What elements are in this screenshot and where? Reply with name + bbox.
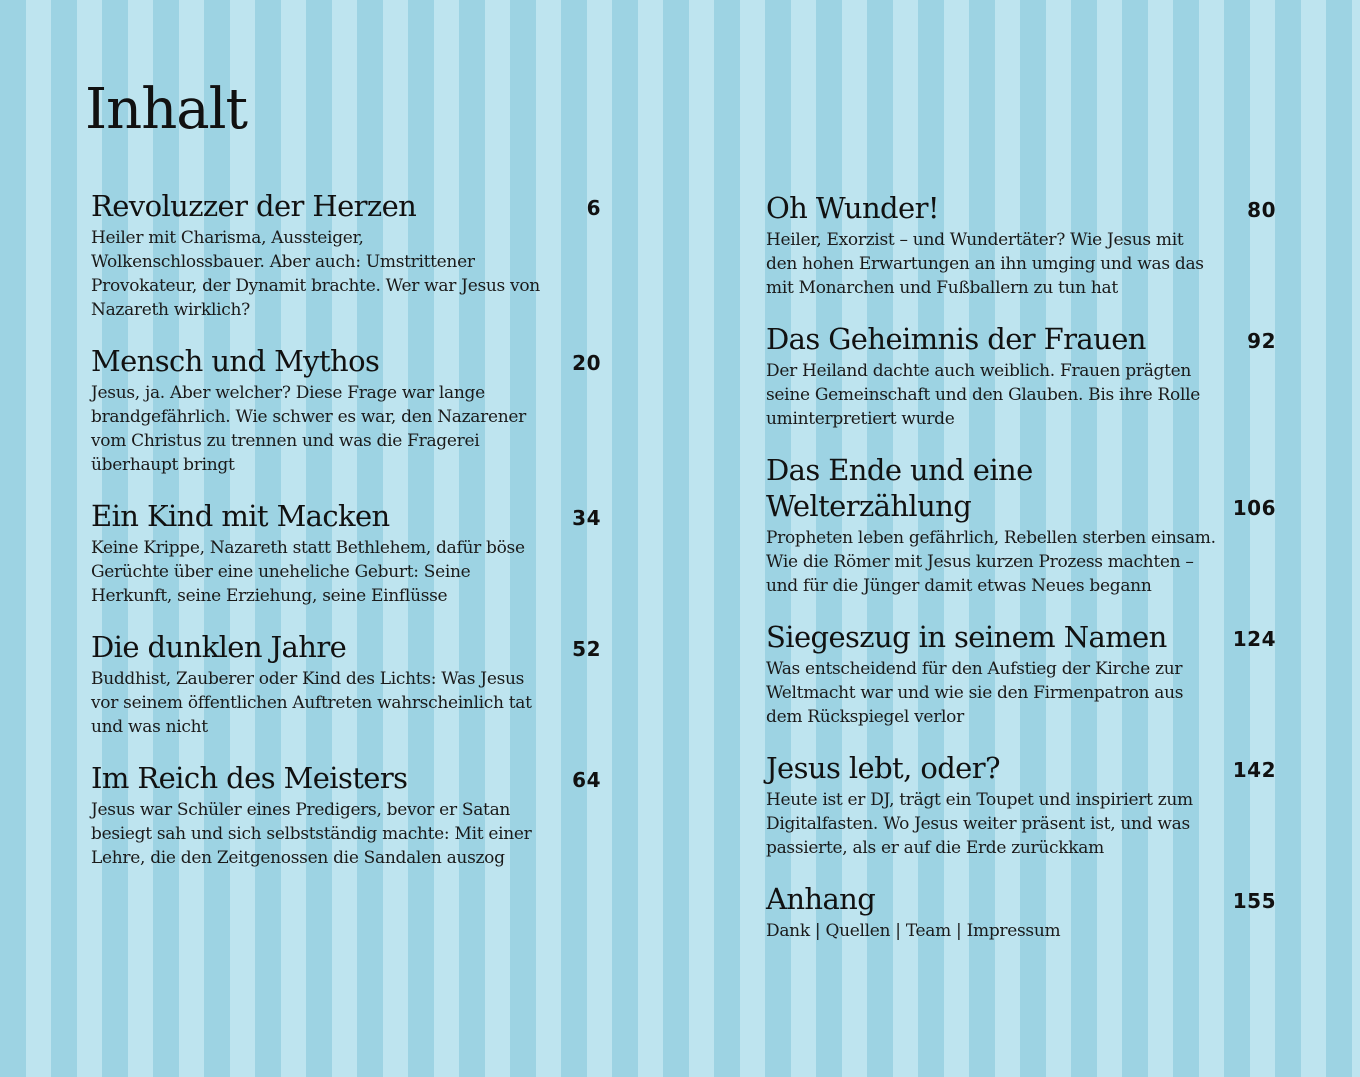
toc-entry-page-number: 155 (1232, 889, 1276, 913)
toc-entry[interactable] (766, 750, 1276, 860)
toc-entry[interactable] (766, 881, 1276, 943)
toc-entry-title: Im Reich des Meisters (91, 761, 408, 795)
toc-entry-title: Das Geheimnis der Frauen (766, 322, 1146, 356)
toc-entry-title: Das Ende und eine Welterzählung (766, 453, 1033, 523)
toc-entry-description: Jesus war Schüler eines Predigers, bevor er Satan besiegt sah und sich selbstständig machte: Mit einer Lehre, die den Zeitgenossen die Sandalen auszog (91, 800, 532, 868)
toc-entry[interactable] (766, 452, 1276, 598)
toc-entry-page-number: 34 (572, 506, 601, 530)
toc-entry[interactable] (91, 760, 601, 870)
toc-entry-page-number: 52 (572, 637, 601, 661)
page-title: Inhalt (85, 77, 248, 142)
toc-entry-page-number: 124 (1232, 627, 1276, 651)
toc-entry[interactable] (766, 190, 1276, 300)
toc-entry-description: Propheten leben gefährlich, Rebellen sterben einsam. Wie die Römer mit Jesus kurzen Prozess machten – und für die Jünger damit etwas Neues begann (766, 528, 1216, 596)
toc-entry[interactable] (91, 188, 601, 322)
toc-entry-page-number: 92 (1247, 329, 1276, 353)
toc-entry[interactable] (766, 619, 1276, 729)
toc-entry-description: Keine Krippe, Nazareth statt Bethlehem, dafür böse Gerüchte über eine uneheliche Geburt: Seine Herkunft, seine Erziehung, seine Einflüsse (91, 538, 525, 606)
toc-entry-title: Revoluzzer der Herzen (91, 189, 417, 223)
toc-entry-page-number: 6 (586, 196, 601, 220)
toc-right-column (766, 190, 1276, 964)
toc-entry-description: Jesus, ja. Aber welcher? Diese Frage war lange brandgefährlich. Wie schwer es war, den Nazarener vom Christus zu trennen und was die Fragerei überhaupt bringt (91, 383, 526, 475)
toc-entry[interactable] (91, 498, 601, 608)
toc-entry-page-number: 142 (1232, 758, 1276, 782)
toc-entry-description: Heiler mit Charisma, Aussteiger, Wolkenschlossbauer. Aber auch: Umstrittener Provokateur, der Dynamit brachte. Wer war Jesus von Nazareth wirklich? (91, 228, 540, 320)
toc-entry-title: Oh Wunder! (766, 191, 939, 225)
toc-entry[interactable] (91, 343, 601, 477)
toc-entry-title: Jesus lebt, oder? (766, 751, 1000, 785)
toc-entry-description: Dank | Quellen | Team | Impressum (766, 921, 1061, 941)
toc-entry-page-number: 80 (1247, 198, 1276, 222)
toc-entry-title: Ein Kind mit Macken (91, 499, 390, 533)
toc-entry[interactable] (766, 321, 1276, 431)
toc-entry[interactable] (91, 629, 601, 739)
toc-entry-description: Heute ist er DJ, trägt ein Toupet und inspiriert zum Digitalfasten. Wo Jesus weiter präsent ist, und was passierte, als er auf die Erde zurückkam (766, 790, 1193, 858)
toc-entry-description: Der Heiland dachte auch weiblich. Frauen prägten seine Gemeinschaft und den Glauben. Bis ihre Rolle uminterpretiert wurde (766, 361, 1200, 429)
toc-entry-description: Was entscheidend für den Aufstieg der Kirche zur Weltmacht war und wie sie den Firmenpatron aus dem Rückspiegel verlor (766, 659, 1184, 727)
toc-entry-description: Buddhist, Zauberer oder Kind des Lichts: Was Jesus vor seinem öffentlichen Auftreten wahrscheinlich tat und was nicht (91, 669, 532, 737)
toc-entry-title: Siegeszug in seinem Namen (766, 620, 1167, 654)
toc-entry-title: Anhang (766, 882, 876, 916)
toc-entry-page-number: 106 (1232, 496, 1276, 520)
toc-entry-title: Die dunklen Jahre (91, 630, 347, 664)
toc-entry-description: Heiler, Exorzist – und Wundertäter? Wie Jesus mit den hohen Erwartungen an ihn umging und was das mit Monarchen und Fußballern zu tun hat (766, 230, 1204, 298)
toc-left-column (91, 188, 601, 891)
toc-entry-page-number: 64 (572, 768, 601, 792)
toc-entry-title: Mensch und Mythos (91, 344, 380, 378)
toc-entry-page-number: 20 (572, 351, 601, 375)
